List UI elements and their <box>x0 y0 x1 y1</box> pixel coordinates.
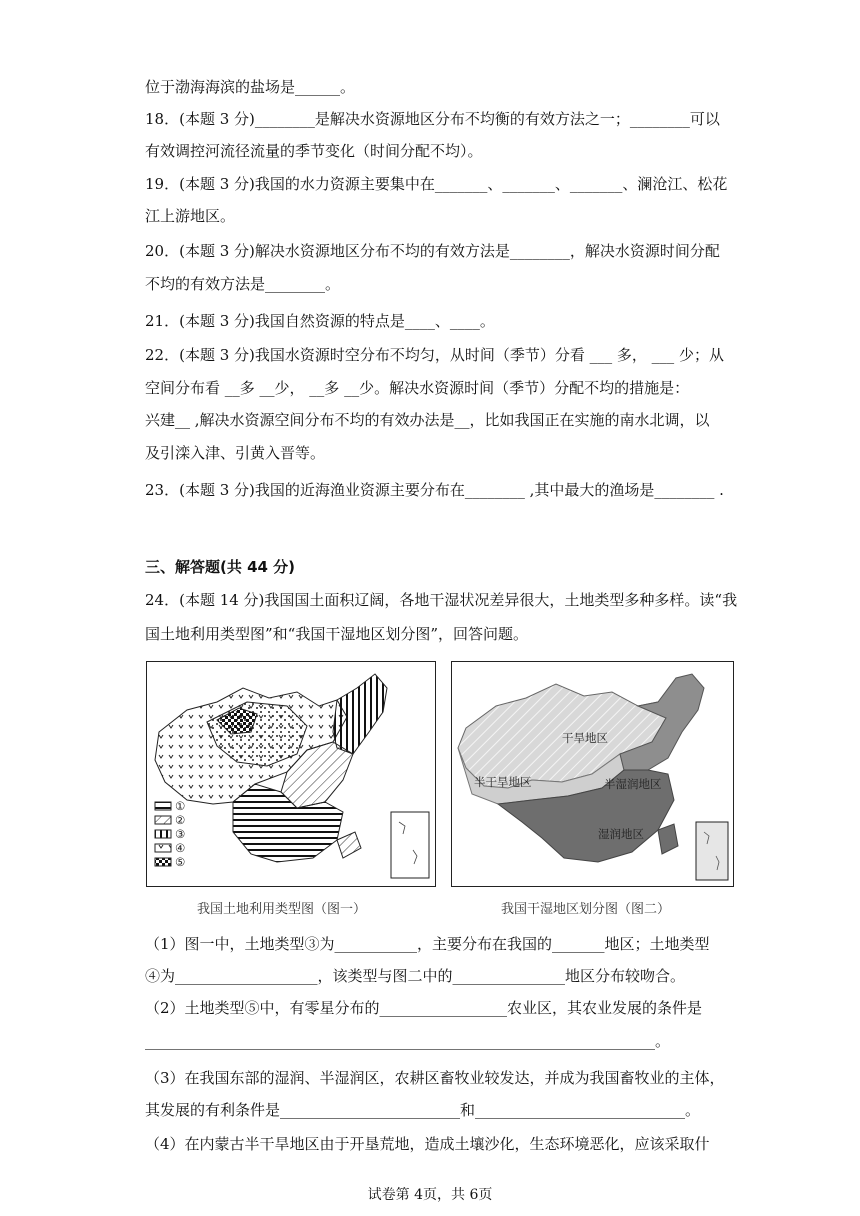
dry-wet-map-caption: 我国干湿地区划分图（图二） <box>501 902 671 917</box>
page-footer: 试卷第 4页，共 6页 <box>367 1187 493 1203</box>
south-sea-inset <box>696 822 728 880</box>
legend-label-4: ④ <box>175 841 186 855</box>
dry-wet-map <box>451 661 734 887</box>
south-sea-inset <box>391 812 429 878</box>
sub-question-line: （3）在我国东部的湿润、半湿润区，农耕区畜牧业较发达，并成为我国畜牧业的主体， <box>145 1069 725 1087</box>
text-line: 及引滦入津、引黄入晋等。 <box>145 444 326 462</box>
sub-question-line: （2）土地类型⑤中，有零星分布的_________________农业区，其农业发展的条件是 <box>145 999 703 1017</box>
sub-question-line: （4）在内蒙古半干旱地区由于开垦荒地，造成土壤沙化，生态环境恶化，应该采取什 <box>145 1135 710 1153</box>
legend-label-3: ③ <box>175 827 186 841</box>
text-line: 江上游地区。 <box>145 207 236 225</box>
text-line: 21．(本题 3 分)我国自然资源的特点是____、____。 <box>145 312 495 330</box>
region-label-humid: 湿润地区 <box>598 827 644 841</box>
region-label-semi-humid: 半湿润地区 <box>604 777 662 791</box>
text-line: 18．(本题 3 分)________是解决水资源地区分布不均衡的有效方法之一；________可以 <box>145 110 720 128</box>
text-line: 19．(本题 3 分)我国的水力资源主要集中在_______、_______、_______、澜沧江、松花 <box>145 175 728 193</box>
sub-question-line: ④为___________________，该类型与图二中的_______________地区分布较吻合。 <box>145 967 686 985</box>
question-24-line: 国土地利用类型图”和“我国干湿地区划分图”，回答问题。 <box>145 625 529 643</box>
text-line: 23．(本题 3 分)我国的近海渔业资源主要分布在________ ,其中最大的渔场是________ . <box>145 481 724 499</box>
land-use-map <box>146 661 436 887</box>
text-line: 位于渤海海滨的盐场是______。 <box>145 78 356 96</box>
text-line: 兴建__ ,解决水资源空间分布不均的有效办法是__，比如我国正在实施的南水北调，以 <box>145 411 710 429</box>
map-legend <box>155 799 185 869</box>
legend-label-5: ⑤ <box>175 855 186 869</box>
sub-question-line: 其发展的有利条件是________________________和____________________________。 <box>145 1101 701 1119</box>
region-label-arid: 干旱地区 <box>562 731 608 745</box>
text-line: 不均的有效方法是________。 <box>145 275 341 293</box>
text-line: 20．(本题 3 分)解决水资源地区分布不均的有效方法是________，解决水资源时间分配 <box>145 242 720 260</box>
text-line: 22．(本题 3 分)我国水资源时空分布不均匀，从时间（季节）分看 ___ 多， ___ 少；从 <box>145 346 724 364</box>
sub-question-line: ____________________________________________________________________。 <box>145 1032 671 1050</box>
legend-label-1: ① <box>175 799 186 813</box>
sub-question-line: （1）图一中，土地类型③为___________，主要分布在我国的_______地区；土地类型 <box>145 935 710 953</box>
section-title: 三、解答题(共 44 分) <box>145 558 296 576</box>
question-24-line: 24．(本题 14 分)我国国土面积辽阔，各地干湿状况差异很大，土地类型多种多样。读“我 <box>145 591 738 609</box>
text-line: 有效调控河流径流量的季节变化（时间分配不均）。 <box>145 142 483 160</box>
legend-label-2: ② <box>175 813 186 827</box>
land-use-map-caption: 我国土地利用类型图（图一） <box>197 902 367 917</box>
region-label-semi-arid: 半干旱地区 <box>474 775 532 789</box>
text-line: 空间分布看 __多 __少， __多 __少。解决水资源时间（季节）分配不均的措施是： <box>145 379 690 397</box>
